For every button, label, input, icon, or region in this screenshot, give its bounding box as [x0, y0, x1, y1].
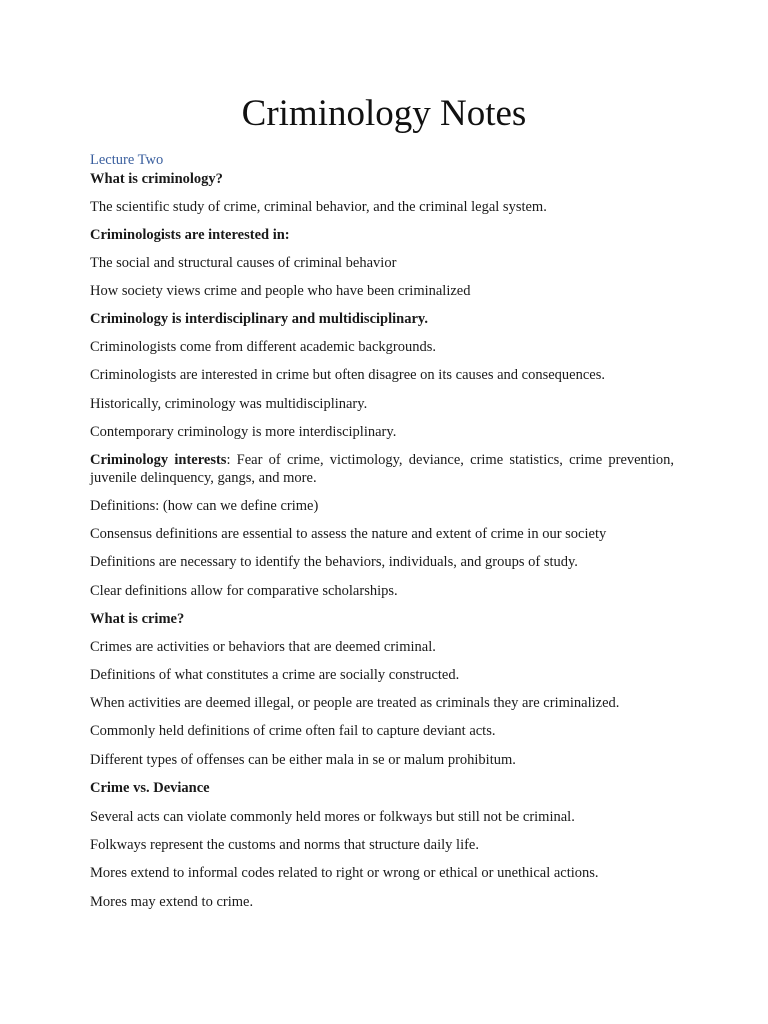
paragraph-line: Different types of offenses can be either mala in se or malum prohibitum. [90, 752, 516, 768]
paragraph-line: The scientific study of crime, criminal behavior, and the criminal legal system. [90, 199, 547, 215]
heading-what-is-crime: What is crime? [90, 611, 185, 627]
paragraph-line: Several acts can violate commonly held mores or folkways but still not be criminal. [90, 809, 575, 825]
paragraph-line: Definitions: (how can we define crime) [90, 498, 319, 514]
paragraph-line: Clear definitions allow for comparative scholarships. [90, 583, 398, 599]
paragraph-line: Criminologists come from different academic backgrounds. [90, 339, 437, 355]
paragraph-line: The social and structural causes of criminal behavior [90, 255, 397, 271]
paragraph-line: Mores may extend to crime. [90, 894, 254, 910]
paragraph-line: When activities are deemed illegal, or people are treated as criminals they are criminalized. [90, 695, 620, 711]
paragraph-line: Definitions of what constitutes a crime are socially constructed. [90, 667, 460, 683]
interests-label: Criminology interests [90, 452, 227, 468]
page-title: Criminology Notes [241, 93, 527, 134]
interests-text: : Fear of crime, victimology, deviance, crime statistics, crime prevention, juvenile delinquency, gangs, and more. [90, 452, 674, 486]
paragraph-line: Crimes are activities or behaviors that are deemed criminal. [90, 639, 436, 655]
paragraph-line: Mores extend to informal codes related to right or wrong or ethical or unethical actions. [90, 865, 599, 881]
paragraph-line: Definitions are necessary to identify the behaviors, individuals, and groups of study. [90, 554, 578, 570]
lecture-subtitle: Lecture Two [90, 152, 164, 168]
paragraph-line: Contemporary criminology is more interdisciplinary. [90, 424, 397, 440]
paragraph-line: Historically, criminology was multidisciplinary. [90, 396, 368, 412]
heading-what-is-criminology: What is criminology? [90, 171, 223, 187]
paragraph-line: Commonly held definitions of crime often fail to capture deviant acts. [90, 723, 496, 739]
paragraph-line: Folkways represent the customs and norms that structure daily life. [90, 837, 479, 853]
paragraph-line: How society views crime and people who have been criminalized [90, 283, 471, 299]
paragraph-line: Consensus definitions are essential to assess the nature and extent of crime in our society [90, 526, 607, 542]
heading-criminologists-interested: Criminologists are interested in: [90, 227, 290, 243]
heading-interdisciplinary: Criminology is interdisciplinary and multidisciplinary. [90, 311, 428, 327]
paragraph-line: Criminologists are interested in crime but often disagree on its causes and consequences. [90, 367, 606, 383]
heading-crime-vs-deviance: Crime vs. Deviance [90, 780, 210, 796]
interests-paragraph [90, 451, 674, 487]
